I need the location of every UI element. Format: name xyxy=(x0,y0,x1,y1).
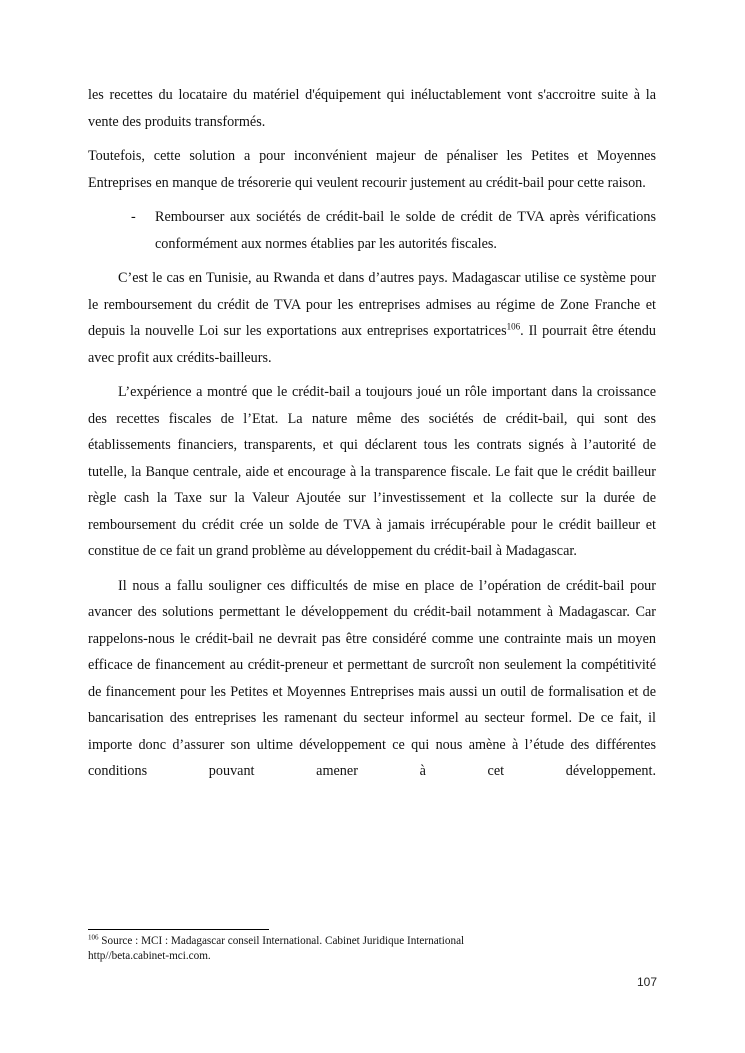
footnote-text: Source : MCI : Madagascar conseil International. Cabinet Juridique International xyxy=(98,935,465,947)
paragraph-5: Il nous a fallu souligner ces difficultés de mise en place de l’opération de crédit-bail pour avancer des solutions permettant le développement du crédit-bail notamment à Madagascar. Car rappelons-nous le crédit-bail ne devrait pas être considéré comme une contrainte mais un moyen efficace de financement au crédit-preneur et permettant de surcroît non seulement la compétitivité de financement pour les Petites et Moyennes Entreprises mais aussi un outil de formalisation et de bancarisation des entreprises les ramenant du secteur informel au secteur formel. De ce fait, il importe donc d’assurer son ultime développement ce qui nous amène à l’étude des différentes conditions pouvant amener à cet développement. xyxy=(88,577,656,779)
paragraph-1: les recettes du locataire du matériel d'équipement qui inéluctablement vont s'accroitre suite à la vente des produits transformés. xyxy=(88,87,656,130)
footnote-separator xyxy=(88,929,269,930)
bullet-item xyxy=(88,204,656,257)
bullet-text: Rembourser aux sociétés de crédit-bail le solde de crédit de TVA après vérifications conformément aux normes établies par les autorités fiscales. xyxy=(155,209,656,252)
paragraph-3-end: . Il pourrait être étendu avec profit aux crédits-bailleurs. xyxy=(88,323,656,366)
footnote-ref: 106 xyxy=(506,321,521,332)
footnote-line-2: http//beta.cabinet-mci.com. xyxy=(88,950,211,962)
bullet-dash: - xyxy=(131,209,136,225)
paragraph-4: L’expérience a montré que le crédit-bail a toujours joué un rôle important dans la croissance des recettes fiscales de l’Etat. La nature même des sociétés de crédit-bail, qui sont des établissements financiers, transparents, et qui déclarent tous les contrats signés à l’autorité de tutelle, la Banque centrale, aide et encourage à la transparence fiscale. Le fait que le crédit bailleur règle cash la Taxe sur la Valeur Ajoutée sur l’investissement et la collecte sur la durée de remboursement du crédit crée un solde de TVA à jamais irrécupérable pour le crédit bailleur et constitue de ce fait un grand problème au développement du crédit-bail à Madagascar. xyxy=(88,384,656,559)
paragraph-2: Toutefois, cette solution a pour inconvénient majeur de pénaliser les Petites et Moyennes Entreprises en manque de trésorerie qui veulent recourir justement au crédit-bail pour cette raison. xyxy=(88,148,656,191)
footnote-line-1 xyxy=(88,934,648,949)
page-number: 107 xyxy=(636,975,657,989)
paragraph-3-text: C’est le cas en Tunisie, au Rwanda et dans d’autres pays. Madagascar utilise ce système pour le remboursement du crédit de TVA pour les entreprises admises au régime de Zone Franche et depuis la nouvelle Loi sur les exportations aux entreprises exportatrices xyxy=(88,270,656,339)
footnote-number: 106 xyxy=(88,933,99,942)
document-body xyxy=(88,82,656,793)
paragraph-3 xyxy=(88,265,656,371)
footnote xyxy=(88,934,648,964)
